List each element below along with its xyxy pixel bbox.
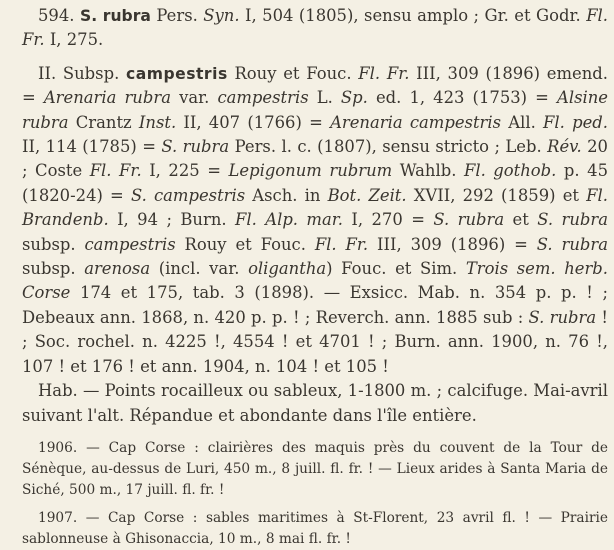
synonym-text: Rouy et Fouc. — [175, 234, 315, 254]
synonym-italic: Fl. Fr. — [89, 161, 142, 181]
synonym-text: 174 et 175, tab. 3 (1898). — Exsicc. Mab. n. 354 p. p. ! ; Debeaux ann. 1868, n. 420 p. p. ! ; Reverch. ann. 1885 sub : — [22, 283, 608, 327]
synonym-italic: Rév. — [547, 137, 582, 157]
synonym-text: (incl. var. — [150, 259, 249, 279]
synonym-italic: S. campestris — [130, 185, 246, 205]
synonym-text: L. — [308, 88, 341, 108]
synonym-text: subsp. — [22, 234, 85, 254]
synonym-italic: Sp. — [340, 88, 368, 108]
synonym-text: Wahlb. — [392, 161, 464, 181]
synonym-italic: arenosa — [84, 259, 151, 279]
habitat: Hab. — Points rocailleux ou sableux, 1-1800 m. ; calcifuge. Mai-avril suivant l'alt. Répandue et abondante dans l'île entière. — [22, 381, 608, 425]
observation-1906: 1906. — Cap Corse : clairières des maquis près du couvent de la Tour de Sénèque, au-dessus de Luri, 450 m., 8 juill. fl. fr. ! — Lieux arides à Santa Maria de Siché, 500 m., 17 juill. fl. fr. ! — [22, 439, 608, 499]
species-number: 594. — [38, 6, 75, 25]
synonym-italic: S. rubra — [161, 137, 230, 157]
observation-1907: 1907. — Cap Corse : sables maritimes à St-Florent, 23 avril fl. ! — Prairie sablonneuse à Ghisonaccia, 10 m., 8 mai fl. fr. ! — [22, 509, 608, 547]
synonym-text: ) Fouc. et Sim. — [326, 259, 466, 279]
subspecies-prefix: II. Subsp. — [38, 63, 127, 83]
synonym-italic: S. rubra — [536, 234, 608, 254]
synonym-italic: campestris — [217, 88, 309, 108]
subspecies-name: campestris — [126, 64, 228, 83]
synonym-italic: Alsine rubra — [22, 88, 608, 132]
synonym-italic: Fl. Fr. — [358, 63, 410, 83]
synonym-italic: Fl. Alp. mar. — [235, 210, 343, 230]
synonym-italic: Fl. gothob. — [463, 161, 557, 181]
synonym-italic: oligantha — [248, 259, 327, 279]
synonym-text: ! ; Soc. rochel. n. 4225 !, 4554 ! et 4701 ! ; Burn. ann. 1900, n. 76 !, 107 ! et 176 ! et ann. 1904, n. 104 ! et 105 ! — [22, 307, 609, 376]
synonym-italic: campestris — [84, 234, 176, 254]
synonym-text: Crantz — [68, 112, 139, 132]
synonym-text: XVII, 292 (1859) et — [406, 185, 587, 205]
synonym-italic: Fl. Brandenb. — [22, 185, 608, 230]
synonym-text: 20 ; Coste — [22, 137, 608, 181]
synonym-text: I, 270 = — [343, 210, 434, 230]
synonym-italic: Trois sem. herb. Corse — [22, 259, 608, 303]
synonym-italic: Lepigonum rubrum — [228, 161, 393, 181]
synonym-text: et — [504, 210, 538, 230]
species-ref-1: Syn. — [203, 6, 240, 25]
synonym-text: subsp. — [22, 259, 85, 279]
synonym-text: All. — [501, 112, 544, 132]
synonym-text: III, 309 (1896) = — [368, 234, 537, 254]
synonym-text: Pers. l. c. (1807), sensu stricto ; Leb. — [229, 137, 548, 157]
species-citation: I, 504 (1805), sensu amplo ; Gr. et Godr. — [239, 6, 587, 25]
synonym-italic: S. rubra — [528, 307, 597, 327]
synonym-text: II, 114 (1785) = — [22, 137, 162, 157]
synonym-italic: S. rubra — [537, 210, 608, 230]
synonym-text: p. 45 (1820-24) = — [22, 161, 609, 205]
synonym-italic: Bot. Zeit. — [327, 185, 407, 205]
synonym-italic: Arenaria campestris — [330, 112, 502, 132]
synonym-italic: Inst. — [138, 112, 177, 132]
synonym-italic: S. rubra — [433, 210, 505, 230]
synonym-text: I, 94 ; Burn. — [108, 210, 235, 230]
synonym-text: Rouy et Fouc. — [227, 63, 359, 83]
synonym-text: var. — [170, 88, 218, 108]
species-author: Pers. — [150, 6, 204, 25]
synonym-text: II, 407 (1766) = — [176, 112, 331, 132]
subspecies-entry — [22, 62, 608, 379]
synonym-italic: Fl. Fr. — [314, 234, 369, 254]
species-entry — [22, 4, 608, 53]
synonym-text: III, 309 (1896) emend. = — [22, 63, 608, 108]
synonym-italic: Fl. ped. — [543, 112, 609, 132]
species-citation-end: I, 275. — [44, 30, 104, 50]
synonym-text: ed. 1, 423 (1753) = — [367, 88, 557, 108]
synonym-text: I, 225 = — [141, 161, 229, 181]
synonym-text: Asch. in — [245, 185, 328, 205]
species-ref-2: Fl. Fr. — [22, 6, 609, 50]
species-name: S. rubra — [79, 7, 151, 25]
synonym-italic: Arenaria rubra — [43, 88, 171, 108]
subspecies-synonymy — [22, 64, 608, 376]
